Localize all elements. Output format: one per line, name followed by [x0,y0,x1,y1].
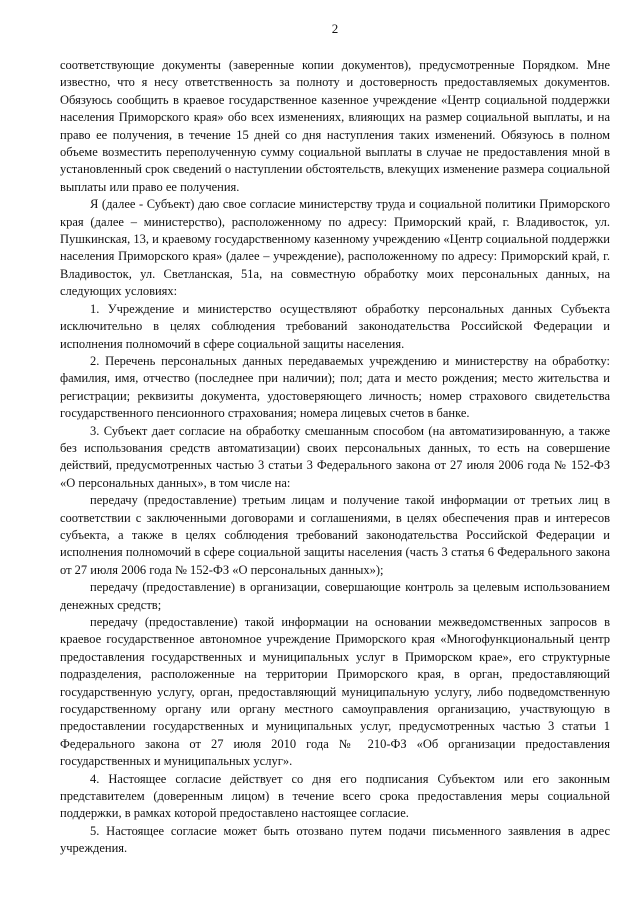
page-number: 2 [331,21,339,36]
paragraph-item-1: 1. Учреждение и министерство осуществляют обработку персональных данных Субъекта исключительно в целях соблюдения требований законодательства Российской Федерации и исполнения полномочий в сфере социальной защиты населения. [60,301,610,351]
paragraph-transfer-interagency: передачу (предоставление) такой информации на основании межведомственных запросов в краевое государственное автономное учреждение Приморского края «Многофункциональный центр предоставления государственных и муниципальных услуг в Приморском крае», его структурные подразделения, расположенные на территории Приморского края, в орган, предоставляющий государственную услугу, орган, предоставляющий муниципальную услугу, либо подведомственную государственному органу или органу местного самоуправления организацию, участвующую в предоставлении государственных и муниципальных услуг, предусмотренных частью 3 статьи 1 Федерального закона от 27 июля 2010 года № 210-ФЗ «Об организации предоставления государственных и муниципальных услуг». [60,615,610,769]
paragraph-item-2: 2. Перечень персональных данных передаваемых учреждению и министерству на обработку: фамилия, имя, отчество (последнее при наличии); пол; дата и место рождения; место жительства и регистрации; реквизиты документа, удостоверяющего личность; номер страхового свидетельства государственного пенсионного страхования; номера лицевых счетов в банке. [60,353,610,421]
paragraph-item-4: 4. Настоящее согласие действует со дня его подписания Субъектом или его законным представителем (доверенным лицом) в течение всего срока предоставления меры социальной поддержки, в рамках которой предоставлено настоящее согласие. [60,771,610,821]
document-body [60,57,610,858]
paragraph-transfer-control-orgs: передачу (предоставление) в организации, совершающие контроль за целевым использованием денежных средств; [60,580,610,612]
paragraph-transfer-third-parties: передачу (предоставление) третьим лицам и получение такой информации от третьих лиц в соответствии с заключенными договорами и соглашениями, в целях обеспечения прав и интересов субъекта, а также в целях соблюдения требований законодательства Российской Федерации и исполнения полномочий в сфере социальной защиты населения (часть 3 статья 6 Федерального закона от 27 июля 2006 года № 152-ФЗ «О персональных данных»); [60,493,610,577]
paragraph-consent-intro: Я (далее - Субъект) даю свое согласие министерству труда и социальной политики Приморского края (далее – министерство), расположенному по адресу: Приморский край, г. Владивосток, ул. Пушкинская, 13, и краевому государственному казенному учреждению «Центр социальной поддержки населения Приморского края» (далее – учреждение), расположенному по адресу: Приморский край, г. Владивосток, ул. Светланская, 51а, на совместную обработку моих персональных данных, на следующих условиях: [60,197,610,299]
paragraph-item-3: 3. Субъект дает согласие на обработку смешанным способом (на автоматизированную, а также без использования средств автоматизации) своих персональных данных, то есть на совершение действий, предусмотренных частью 3 статьи 3 Федерального закона от 27 июля 2006 года № 152-ФЗ «О персональных данных», в том числе на: [60,423,610,490]
paragraph-continuation: соответствующие документы (заверенные копии документов), предусмотренные Порядком. Мне известно, что я несу ответственность за полноту и достоверность предоставляемых документов. Обязуюсь сообщить в краевое государственное казенное учреждение «Центр социальной поддержки населения Приморского края» обо всех изменениях, влияющих на размер социальной выплаты, и на право ее получения, в течение 15 дней со дня наступления таких изменений. Обязуюсь в полном объеме возместить переполученную сумму социальной выплаты в случае не предоставления мной в установленный срок сведений о наступлении обстоятельств, влекущих изменение размера социальной выплаты или право ее получения. [60,58,610,194]
paragraph-item-5: 5. Настоящее согласие может быть отозвано путем подачи письменного заявления в адрес учреждения. [60,823,610,856]
